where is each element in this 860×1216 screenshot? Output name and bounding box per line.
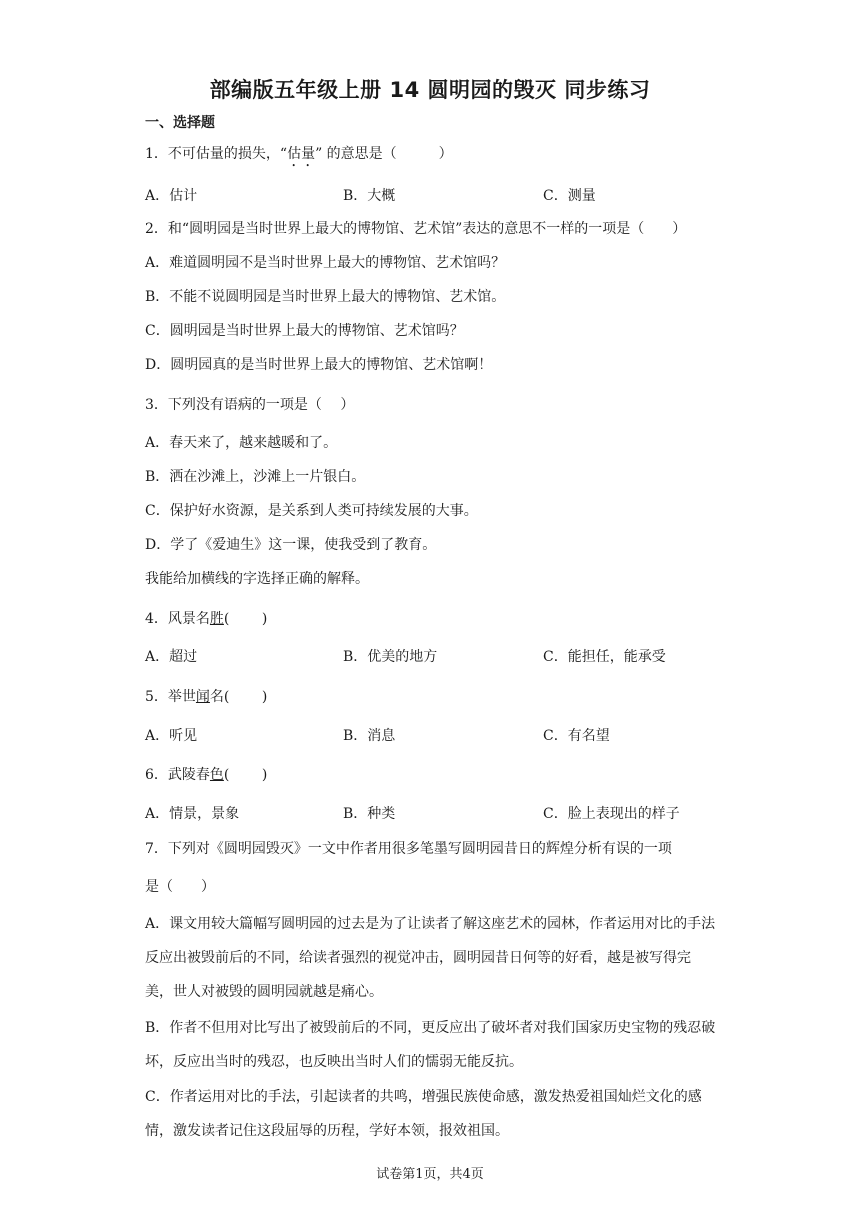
question-4-underlined: 胜 bbox=[209, 611, 224, 627]
question-5-post: 名( ) bbox=[209, 689, 268, 705]
question-7-option-c: C．作者运用对比的手法，引起读者的共鸣，增强民族使命感，激发热爱祖国灿烂文化的感情，激发读者记住这段屈辱的历程，学好本领，报效祖国。 bbox=[145, 1089, 702, 1139]
question-6-underlined: 色 bbox=[209, 767, 224, 783]
question-2-option-c: C．圆明园是当时世界上最大的博物馆、艺术馆吗？ bbox=[145, 323, 464, 339]
option-b: B．大概 bbox=[343, 188, 396, 204]
page-title: 部编版五年级上册 14 圆明园的毁灭 同步练习 bbox=[209, 78, 651, 102]
question-4-post: ( ) bbox=[223, 611, 268, 627]
question-2-option-a: A．难道圆明园不是当时世界上最大的博物馆、艺术馆吗？ bbox=[145, 255, 506, 271]
option-c: C．脸上表现出的样子 bbox=[543, 806, 680, 822]
section-heading: 一、选择题 bbox=[145, 115, 215, 131]
question-6-pre: 6．武陵春 bbox=[145, 767, 210, 783]
option-a: A．听见 bbox=[145, 728, 198, 744]
option-b: B．消息 bbox=[343, 728, 396, 744]
option-b: B．种类 bbox=[343, 806, 396, 822]
question-2-option-b: B．不能不说圆明园是当时世界上最大的博物馆、艺术馆。 bbox=[145, 289, 506, 305]
question-3-option-a: A．春天来了，越来越暖和了。 bbox=[145, 435, 338, 451]
question-7-line-1: 7．下列对《圆明园毁灭》一文中作者用很多笔墨写圆明园昔日的辉煌分析有误的一项 bbox=[145, 841, 672, 857]
question-3-option-c: C．保护好水资源，是关系到人类可持续发展的大事。 bbox=[145, 503, 478, 519]
option-a: A．情景，景象 bbox=[145, 806, 240, 822]
option-a: A．超过 bbox=[145, 649, 198, 665]
question-2-option-d: D．圆明园真的是当时世界上最大的博物馆、艺术馆啊！ bbox=[145, 357, 493, 373]
question-5-underlined: 闻 bbox=[195, 689, 210, 705]
question-7-line-2: 是（ ） bbox=[145, 879, 215, 895]
option-c: C．有名望 bbox=[543, 728, 610, 744]
question-1-post: ” 的意思是（ ） bbox=[315, 146, 453, 162]
option-b: B．优美的地方 bbox=[343, 649, 438, 665]
option-c: C．测量 bbox=[543, 188, 596, 204]
question-7-option-b: B．作者不但用对比写出了被毁前后的不同，更反应出了破坏者对我们国家历史宝物的残忍破坏，反应出当时的残忍，也反映出当时人们的懦弱无能反抗。 bbox=[145, 1020, 716, 1070]
question-4-pre: 4．风景名 bbox=[145, 611, 210, 627]
page-footer: 试卷第1页，共4页 bbox=[376, 1167, 484, 1182]
question-6-post: ( ) bbox=[223, 767, 268, 783]
question-7-option-a: A．课文用较大篇幅写圆明园的过去是为了让读者了解这座艺术的园林，作者运用对比的手法反应出被毁前后的不同，给读者强烈的视觉冲击，圆明园昔日何等的好看，越是被写得完美，世人对被毁的圆明园就越是痛心。 bbox=[145, 916, 716, 1000]
question-3-option-b: B．洒在沙滩上，沙滩上一片银白。 bbox=[145, 469, 366, 485]
instruction: 我能给加横线的字选择正确的解释。 bbox=[145, 571, 369, 587]
option-a: A．估计 bbox=[145, 188, 198, 204]
question-5 bbox=[145, 688, 267, 706]
question-1-pre: 1．不可估量的损失，“ bbox=[145, 146, 288, 162]
question-3: 3．下列没有语病的一项是（ ） bbox=[145, 397, 355, 413]
option-c: C．能担任，能承受 bbox=[543, 649, 666, 665]
question-2: 2．和“圆明园是当时世界上最大的博物馆、艺术馆”表达的意思不一样的一项是（ ） bbox=[145, 221, 687, 237]
question-5-pre: 5．举世 bbox=[145, 689, 196, 705]
question-6 bbox=[145, 766, 267, 784]
question-3-option-d: D．学了《爱迪生》这一课，使我受到了教育。 bbox=[145, 537, 437, 553]
question-1 bbox=[145, 145, 453, 170]
question-1-marked-word: 估量 bbox=[287, 146, 316, 162]
question-4 bbox=[145, 610, 267, 628]
